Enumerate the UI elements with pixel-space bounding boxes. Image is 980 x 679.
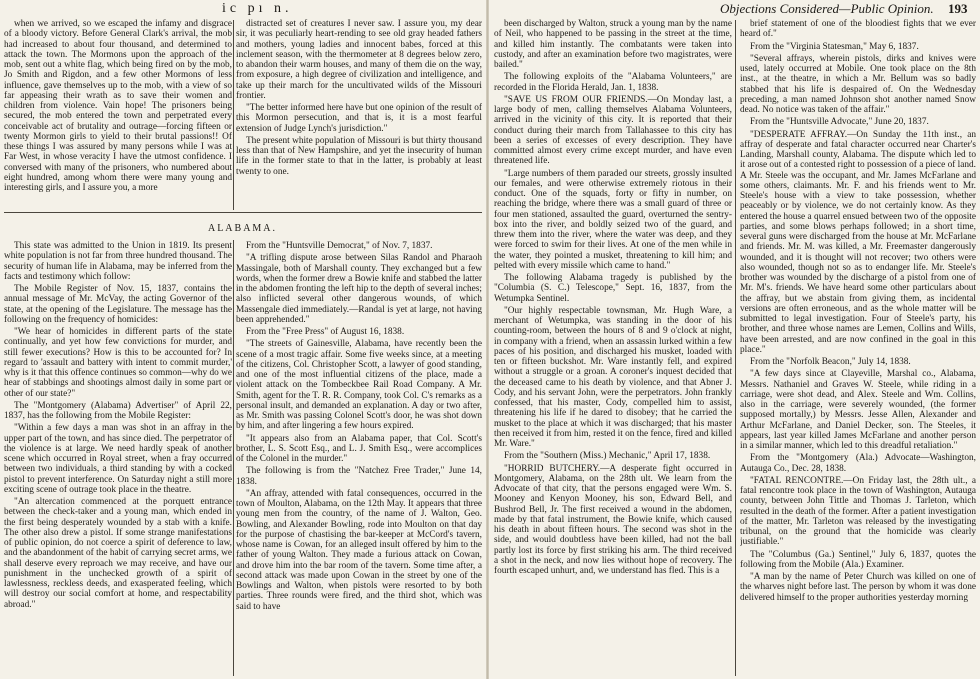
paragraph: been discharged by Walton, struck a young man by the name of Neil, who happened to be passing in the street at the time, and killed him instantly. The combatants were taken into custody, and after an examination before two magistrates, were bailed." bbox=[494, 19, 732, 70]
quote-paragraph: "An altercation commenced at the porquett entrance between the check-taker and a young man, which ended in the first being desperately wounded by a stab with a knife. The other also drew a pistol. If some strange manifestations of public opinion, do not coerce a spirit of deference to law, and the abandonment of the habit of carrying secret arms, we shall deserve every reproach we may receive, and have our punishment in the unchecked growth of a spirit of lawlessness, reckless deeds, and exasperated feeling, which will destroy our social comfort at home, and respectability abroad." bbox=[4, 497, 232, 610]
left-page bbox=[0, 0, 485, 679]
quote-paragraph: "Several affrays, wherein pistols, dirks and knives were used, lately occurred at Mobile. One took place on the 8th inst., at the theatre, in which a Mr. Bellum was so badly stabbed that his life is despaired of. On the Wednesday preceding, a man named Johnson shot another named Snow dead. No notice was taken of the affair." bbox=[740, 53, 976, 115]
left-running-head: ic pı n. bbox=[222, 1, 293, 16]
paragraph: The "Columbus (Ga.) Sentinel," July 6, 1837, quotes the following from the Mobile (Ala.) Examiner. bbox=[740, 549, 976, 570]
quote-paragraph: "Large numbers of them paraded our streets, grossly insulted our females, and were otherwise extremely riotous in their conduct. One of the squads, forty or fifty in number, on reaching the bridge, where there was a small guard of three or four men stationed, assaulted the guard, overturned the sentry-box into the river, and boldly seized two of the guard, and threw them into the river, where the water was deep, and they were forced to swim for their lives. At one of the men while in the water, they pointed a musket, threatening to kill him; and pelted with every missile which came to hand." bbox=[494, 168, 732, 271]
quote-paragraph: "An affray, attended with fatal consequences, occurred in the town of Moulton, Alabama, on the 12th May. It appears that three young men from the country, of the name of J. Walton, Geo. Bowling, and Alexander Bowling, rode into Moulton on that day for the purpose of chastising the bar-keeper at McCord's tavern, whose name is Cowan, for an alleged insult offered by him to the father of young Walton. They made a furious attack on Cowan, and drove him into the bar room of the tavern. Some time after, a second attack was made upon Cowan in the street by one of the Bowlings and Walton, when pistols were resorted to by both parties. Three rounds were fired, and the third shot, which was said to have bbox=[236, 488, 482, 612]
quote-paragraph: "DESPERATE AFFRAY.—On Sunday the 11th inst., an affray of desperate and fatal character occurred near Charter's Landing, Marshall county, Alabama. The dispute which led to it arose out of a contested right to possession of a piece of land. A Mr. Steele was the occupant, and Mr. James McFarlane and some others, claimants. Mr. F. and his friends went to Mr. Steele's house with a view to take possession, whether peaceably or by violence, we do not certainly know. As they entered the house a quarrel ensued between two of the opposite parties, and some blows perhaps followed; in a short time, several guns were discharged from the house at Mr. McFarlane and friends. Mr. M. was killed, a Mr. Freemaster dangerously wounded, and it is thought will not recover; two others were also wounded, though not so as to endanger life. Mr. Steele's brother was wounded by the discharge of a pistol from one of Mr. M's. friends. We have heard some other particulars about the affray, but we abstain from giving them, as incidental versions are often erroneous, and as the whole matter will be submitted to legal investigation. Four of Steele's party, his brother, and three whose names are Lemen, Collins and Wills, have been arrested, and are now confined in the goal in this place." bbox=[740, 129, 976, 355]
quote-paragraph: "SAVE US FROM OUR FRIENDS.—On Monday last, a large body of men, calling themselves Alabama Volunteers, arrived in the vicinity of this city. It is reported that their conduct during their march from Tallahassee to this city has been a series of excesses of every description. They have committed almost every crime except murder, and have even threatened life. bbox=[494, 94, 732, 167]
paragraph: when we arrived, so we escaped the infamy and disgrace of a bloody victory. Before General Clark's arrival, the mob had increased to about four thousand, and determined to attack the town. The Mormons upon the approach of the mob, sent out a white flag, which being fired on by the mob, Jo Smith and Rigdon, and a few other Mormons of less influence, gave themselves up to the mob, with a view of so far appeasing their wrath as to save their women and children from violence. Vain hope! The prisoners being secured, the mob entered the town and perpetrated every conceivable act of brutality and outrage—forcing fifteen or twenty Mormon girls to yield to their brutal passions!! Of these things I was assured by many persons while I was at Far West, in whose veracity I have the utmost confidence. I conversed with many of the prisoners, who numbered about eight hundred, among whom there were many young and interesting girls, and I assure you, a more bbox=[4, 19, 232, 193]
paragraph: The "Montgomery (Alabama) Advertiser" of April 22, 1837, has the following from the Mobile Register: bbox=[4, 400, 232, 421]
source-line: From the "Virginia Statesman," May 6, 1837. bbox=[750, 41, 919, 52]
right-column-1 bbox=[494, 19, 732, 677]
source-line: The following is from the "Natchez Free Trader," June 14, 1838. bbox=[236, 466, 482, 487]
left-bottom-column-1 bbox=[4, 241, 232, 677]
paragraph: This state was admitted to the Union in 1819. Its present white population is not far from three hundred thousand. The security of human life in Alabama, may be inferred from the facts and testimony which follow: bbox=[4, 241, 232, 282]
book-gutter bbox=[486, 0, 489, 679]
column-rule bbox=[233, 240, 234, 676]
paragraph: The Mobile Register of Nov. 15, 1837, contains the annual message of Mr. McVay, the acting Governor of the state, at the opening of the Legislature. The message has the following on the frequency of homicides: bbox=[4, 284, 232, 325]
paragraph: "The better informed here have but one opinion of the result of this Mormon persecution, and that is, it is a most fearful extension of Judge Lynch's jurisdiction." bbox=[236, 103, 482, 134]
quote-paragraph: "Our highly respectable townsman, Mr. Hugh Ware, a merchant of Wetumpka, was standing in the door of his counting-room, between the hours of 8 and 9 o'clock at night, in company with a friend, when an assassin lurked within a few paces of his position, and discharged his musket, loaded with ten or fifteen buckshot. Mr. Ware instantly fell, and expired without a struggle or a groan. A coroner's inquest decided that the deceased came to his death by violence, and that Abner J. Cody, and his servant John, were the perpetrators. John frankly confessed, that his master, Cody, compelled him to assist, threatening his life if he dared to disobey; that he carried the musket to the place at which it was discharged; that his master then received it from him, rested it on the fence, fired and killed Mr. Ware." bbox=[494, 305, 732, 449]
paragraph: The following exploits of the "Alabama Volunteers," are recorded in the Florida Herald, Jan. 1, 1838. bbox=[494, 72, 732, 93]
quote-paragraph: "HORRID BUTCHERY.—A desperate fight occurred in Montgomery, Alabama, on the 28th ult. We learn from the Advocate of that city, that the persons engaged were Wm. S. Mooney and Kenyon Mooney, his son, Edward Bell, and Bushrod Bell, Jr. The first received a wound in the abdomen, made by that fatal instrument, the Bowie knife, which caused his death in about fifteen hours. The second was shot in the side, and would doubtless have been killed, had not the ball partly lost its force by first striking his arm. The third received a shot in the neck, and now lies without hope of recovery. The fourth escaped unhurt, and, we understand has fled. This is a bbox=[494, 463, 732, 576]
source-line: From the "Norfolk Beacon," July 14, 1838. bbox=[750, 357, 911, 367]
paragraph: The following Alabama tragedy is published by the "Columbia (S. C.) Telescope," Sept. 16, 1837, from the Wetumpka Sentinel. bbox=[494, 273, 732, 304]
quote-paragraph: "A trifling dispute arose between Silas Randol and Pharaoh Massingale, both of Marshall county. They exchanged but a few words, when the former drew a Bowie knife and stabbed the latter in the abdomen fronting the left hip to the depth of several inches; also inflicted several other dangerous wounds, of which Massengale died immediately.—Randal is yet at large, not having been apprehended." bbox=[236, 253, 482, 325]
paragraph: brief statement of one of the bloodiest fights that we ever heard of." bbox=[740, 19, 976, 40]
quote-paragraph: "FATAL RENCONTRE.—On Friday last, the 28th ult., a fatal rencontre took place in the town of Washington, Autauga county, between John Tittle and Thomas J. Tarleton, which resulted in the death of the former. After a patient investigation of the matter, Mr. Tarleton was released by the investigating tribunal, on the ground that the homicide was clearly justifiable." bbox=[740, 475, 976, 548]
section-heading: ALABAMA. bbox=[207, 223, 278, 234]
quote-paragraph: "A man by the name of Peter Church was killed on one of the wharves night before last. The person by whom it was done delivered himself to the proper authorities yesterday morning bbox=[740, 572, 976, 603]
quote-paragraph: "We hear of homicides in different parts of the state continually, and yet how few convictions for murder, and still fewer executions? How is this to be accounted for? In regard to 'assault and battery with intent to commit murder,' why is it that this offence continues so common—why do we hear of stabbings and shootings almost daily in some part or other of our state?" bbox=[4, 327, 232, 399]
source-line: From the "Huntsville Democrat," of Nov. 7, 1837. bbox=[246, 241, 433, 251]
paragraph: distracted set of creatures I never saw. I assure you, my dear sir, it was peculiarly heart-rending to see old gray headed fathers and mothers, young ladies and innocent babes, forced at this inclement season, with the thermometer at 8 degrees below zero, to abandon their warm houses, and many of them die on the way, from exposure, a high degree of civilization and intelligence, and take up their march for the uncultivated wilds of the Missouri frontier. bbox=[236, 19, 482, 101]
page-number: 193 bbox=[948, 1, 968, 16]
left-bottom-column-2 bbox=[236, 241, 482, 677]
paragraph: The present white population of Missouri is but thirty thousand less than that of New Hampshire, and yet the insecurity of human life in the former state to that in the latter, is probably at least twenty to one. bbox=[236, 135, 482, 177]
source-line: From the "Southern (Miss.) Mechanic," April 17, 1838. bbox=[504, 451, 711, 462]
quote-paragraph: "The streets of Gainesville, Alabama, have recently been the scene of a most tragic affair. Some five weeks since, at a meeting of the citizens, Col. Christopher Scott, a lawyer of good standing, and one of the most influential citizens of the place, made a violent attack on the Tombeckbee Rail Road Company. A Mr. Smith, agent for the T. R. R. Company, took Col. C's remarks as a personal insult, and demanded an explanation. A day or two after, as Mr. Smith was passing Colonel Scott's door, he was shot down by him, and after lingering a few hours expired. bbox=[236, 339, 482, 432]
left-top-column-1 bbox=[4, 19, 232, 209]
quote-paragraph: "A few days since at Clayeville, Marshal co., Alabama, Messrs. Nathaniel and Graves W. Steele, while riding in a carriage, were shot dead, and Alex. Steele and Wm. Collins, also in the carriage, were severely wounded, (the former supposed mortally,) by Messrs. Jesse Allen, Alexander and Arthur McFarlane, and Daniel Decker, son. The Steeles, it appears, last year killed James McFarlane and another person in a similar manner, which led to this dreadful retaliation." bbox=[740, 369, 976, 451]
left-top-column-2 bbox=[236, 19, 482, 209]
quote-paragraph: "It appears also from an Alabama paper, that Col. Scott's brother, L. S. Scott Esq., and L. J. Smith Esq., were accomplices of the Colonel in the murder." bbox=[236, 433, 482, 464]
column-rule bbox=[233, 20, 234, 210]
source-line: From the "Huntsville Advocate," June 20, 1837. bbox=[750, 117, 929, 128]
right-column-2 bbox=[740, 19, 976, 677]
source-line: From the "Free Press" of August 16, 1838. bbox=[246, 327, 405, 337]
right-running-head: Objections Considered—Public Opinion. bbox=[720, 1, 934, 16]
source-line: From the "Montgomery (Ala.) Advocate—Washington, Autauga Co., Dec. 28, 1838. bbox=[740, 453, 976, 474]
right-page bbox=[490, 0, 980, 679]
column-rule bbox=[735, 20, 736, 676]
section-divider bbox=[4, 212, 482, 213]
quote-paragraph: "Within a few days a man was shot in an affray in the upper part of the town, and has since died. The perpetrator of the violence is at large. We need hardly speak of another scene which occurred in Royal street, when a fray occurred between two individuals, a third standing by with a cocked pistol to prevent interference. On Saturday night a still more exciting scene of outrage took place in the theatre. bbox=[4, 423, 232, 495]
